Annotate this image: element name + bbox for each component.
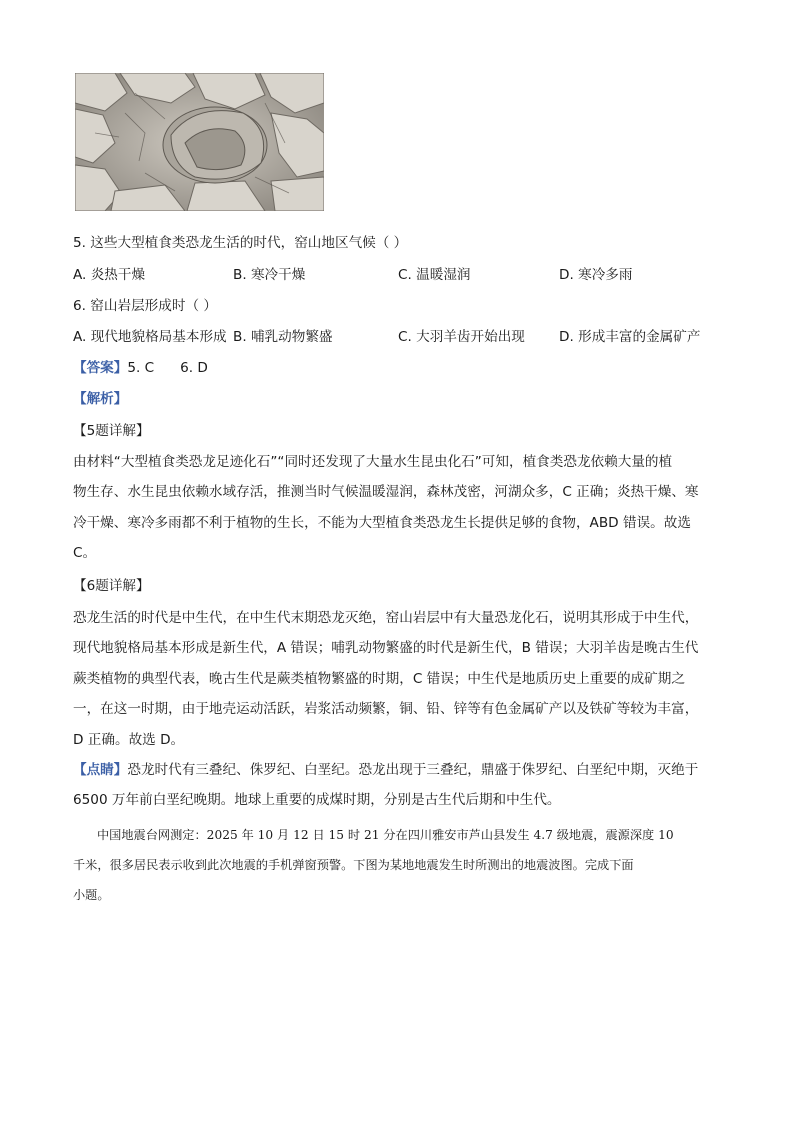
detail-6-line: 恐龙生活的时代是中生代，在中生代末期恐龙灭绝，窑山岩层中有大量恐龙化石，说明其形成于中生代， — [73, 610, 699, 626]
question-5-stem: 5. 这些大型植食类恐龙生活的时代，窑山地区气候（ ） — [73, 235, 408, 251]
detail-5-label: 【5题详解】 — [73, 423, 150, 439]
tip-line — [73, 755, 721, 785]
intro-paragraph — [73, 820, 723, 910]
intro-line: 千米，很多居民表示收到此次地震的手机弹窗预警。下图为某地地震发生时所测出的地震波图。完成下面 — [73, 858, 634, 872]
q5-option-b: B. 寒冷干燥 — [233, 267, 306, 283]
answer-label: 【答案】 — [73, 360, 128, 376]
answer-line — [73, 360, 208, 376]
q6-option-d: D. 形成丰富的金属矿产 — [559, 329, 701, 345]
detail-6-line: 蕨类植物的典型代表，晚古生代是蕨类植物繁盛的时期，C 错误；中生代是地质历史上重要的成矿期之 — [73, 670, 685, 687]
detail-5-line: 由材料“大型植食类恐龙足迹化石”“同时还发现了大量水生昆虫化石”可知，植食类恐龙依赖大量的植 — [73, 454, 673, 470]
rock-texture-image — [75, 73, 324, 211]
q6-option-a: A. 现代地貌格局基本形成 — [73, 329, 227, 345]
q6-option-c: C. 大羽羊齿开始出现 — [398, 329, 525, 345]
detail-6-line: 一，在这一时期，由于地壳运动活跃，岩浆活动频繁，铜、铅、锌等有色金属矿产以及铁矿等较为丰富， — [73, 701, 699, 718]
intro-line: 小题。 — [73, 888, 110, 902]
detail-5-paragraph — [73, 447, 721, 569]
q5-option-a: A. 炎热干燥 — [73, 267, 146, 283]
question-6-stem: 6. 窑山岩层形成时（ ） — [73, 298, 217, 314]
analysis-label: 【解析】 — [73, 391, 128, 407]
detail-6-line: D 正确。故选 D。 — [73, 731, 185, 748]
detail-6-label: 【6题详解】 — [73, 578, 150, 594]
q5-option-d: D. 寒冷多雨 — [559, 267, 633, 283]
detail-5-line: 冷干燥、寒冷多雨都不利于植物的生长，不能为大型植食类恐龙生长提供足够的食物，ABD 错误。故选 — [73, 514, 691, 531]
q5-option-c: C. 温暖湿润 — [398, 267, 471, 283]
detail-5-line: C。 — [73, 545, 97, 562]
tip-paragraph — [73, 755, 721, 816]
tip-label: 【点睛】 — [73, 762, 128, 778]
tip-line: 6500 万年前白垩纪晚期。地球上重要的成煤时期，分别是古生代后期和中生代。 — [73, 792, 561, 809]
answer-value: 5. C 6. D — [127, 360, 208, 376]
detail-5-line: 物生存、水生昆虫依赖水域存活，推测当时气候温暖湿润，森林茂密，河湖众多，C 正确；炎热干燥、寒 — [73, 484, 699, 501]
intro-line: 中国地震台网测定：2025 年 10 月 12 日 15 时 21 分在四川雅安市芦山县发生 4.7 级地震，震源深度 10 — [97, 828, 674, 842]
tip-line-text: 恐龙时代有三叠纪、侏罗纪、白垩纪。恐龙出现于三叠纪，鼎盛于侏罗纪、白垩纪中期，灭绝于 — [127, 762, 699, 778]
detail-6-paragraph — [73, 603, 721, 755]
rock-photo — [75, 73, 324, 211]
detail-6-line: 现代地貌格局基本形成是新生代，A 错误；哺乳动物繁盛的时代是新生代，B 错误；大羽羊齿是晚古生代 — [73, 640, 699, 657]
q6-option-b: B. 哺乳动物繁盛 — [233, 329, 333, 345]
